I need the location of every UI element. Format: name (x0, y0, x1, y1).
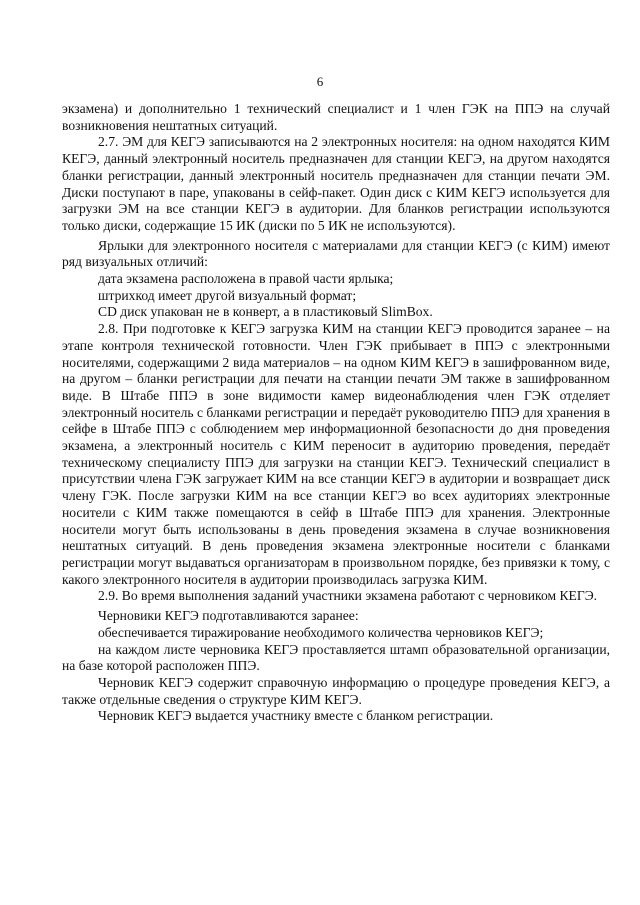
body-text (62, 101, 610, 725)
paragraph-labels-intro: Ярлыки для электронного носителя с материалами для станции КЕГЭ (с КИМ) имеют ряд визуальных отличий: (62, 237, 610, 270)
paragraph-draft-content: Черновик КЕГЭ содержит справочную информацию о процедуре проведения КЕГЭ, а также отдельные сведения о структуре КИМ КЕГЭ. (62, 674, 610, 707)
page-number: 6 (316, 74, 324, 89)
list-item-cd: CD диск упакован не в конверт, а в пластиковый SlimBox. (98, 304, 433, 320)
paragraph-continuation: экзамена) и дополнительно 1 технический специалист и 1 член ГЭК на ППЭ на случай возникновения нештатных ситуаций. (62, 101, 610, 133)
list-item-stamp: на каждом листе черновика КЕГЭ проставляется штамп образовательной организации, на базе которой расположен ППЭ. (62, 641, 610, 674)
list-item-printing: обеспечивается тиражирование необходимого количества черновиков КЕГЭ; (98, 624, 544, 640)
paragraph-2-8: 2.8. При подготовке к КЕГЭ загрузка КИМ на станции КЕГЭ проводится заранее – на этапе контроля технической готовности. Член ГЭК прибывает в ППЭ с электронными носителями, содержащими 2 вида материалов – на одном КИМ КЕГЭ в зашифрованном виде, на другом – бланки регистрации для печати на станции печати ЭМ также в зашифрованном виде. В Штабе ППЭ в зоне видимости камер видеонаблюдения член ГЭК отделяет электронный носитель с бланками регистрации и передаёт руководителю ППЭ для хранения в сейфе в Штабе ППЭ с соблюдением мер информационной безопасности до дня проведения экзамена, а электронный носитель с КИМ переносит в аудиторию проведения, передаёт техническому специалисту ППЭ для загрузки на станции КЕГЭ. Технический специалист в присутствии члена ГЭК загружает КИМ на все станции КЕГЭ в аудитории и возвращает диск члену ГЭК. После загрузки КИМ на все станции КЕГЭ во всех аудиториях электронные носители с КИМ также помещаются в сейф в Штабе ППЭ для хранения. Электронные носители могут быть использованы в день проведения экзамена в случае возникновения нештатных ситуаций. В день проведения экзамена электронные носители с бланками регистрации могут выдаваться организаторам в произвольном порядке, без привязки к тому, с какого электронного носителя в аудитории производилась загрузка КИМ. (62, 321, 610, 587)
paragraph-2-9: 2.9. Во время выполнения заданий участники экзамена работают с черновиком КЕГЭ. (98, 588, 598, 604)
paragraph-drafts-intro: Черновики КЕГЭ подготавливаются заранее: (98, 608, 359, 624)
list-item-barcode: штрихкод имеет другой визуальный формат; (98, 287, 357, 303)
paragraph-draft-issue: Черновик КЕГЭ выдается участнику вместе с бланком регистрации. (98, 708, 494, 724)
paragraph-2-7: 2.7. ЭМ для КЕГЭ записываются на 2 электронных носителя: на одном находятся КИМ КЕГЭ, данный электронный носитель предназначен для станции КЕГЭ, на другом находятся бланки регистрации, данный электронный носитель предназначен для станции печати ЭМ. Диски поступают в паре, упакованы в сейф-пакет. Один диск с КИМ КЕГЭ используется для загрузки ЭМ на все станции КЕГЭ в аудитории. Для бланков регистрации используются только диски, содержащие 15 ИК (диски по 5 ИК не используются). (62, 134, 610, 233)
list-item-date: дата экзамена расположена в правой части ярлыка; (98, 271, 394, 287)
